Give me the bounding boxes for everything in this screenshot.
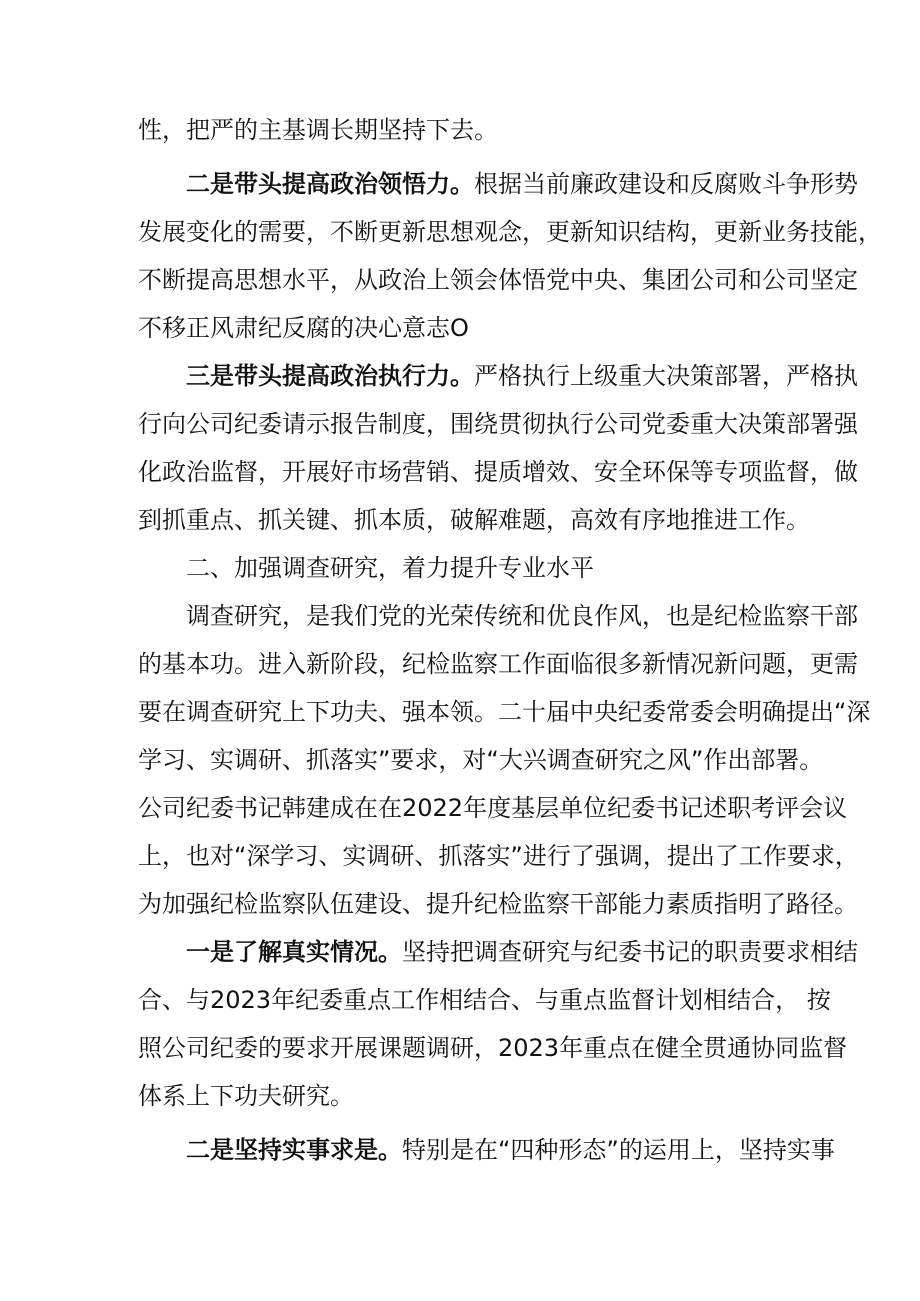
paragraph-text: 严格执行上级重大决策部署，严格执 bbox=[474, 362, 858, 390]
paragraph-first-line bbox=[186, 360, 858, 392]
text-line: 行向公司纪委请示报告制度，围绕贯彻执行公司党委重大决策部署强 bbox=[138, 410, 858, 438]
paragraph-heading: 三是带头提高政治执行力。 bbox=[186, 362, 474, 390]
paragraph-heading: 二是带头提高政治领悟力。 bbox=[186, 170, 474, 198]
text-line: 的基本功。进入新阶段，纪检监察工作面临很多新情况新问题，更需 bbox=[138, 650, 858, 678]
text-line: 学习、实调研、抓落实”要求，对“大兴调查研究之风”作出部署。 bbox=[138, 746, 824, 774]
paragraph-first-line bbox=[186, 1134, 835, 1166]
text-line: 为加强纪检监察队伍建设、提升纪检监察干部能力素质指明了路径。 bbox=[138, 890, 858, 918]
text-line: 公司纪委书记韩建成在在2022年度基层单位纪委书记述职考评会议 bbox=[138, 794, 848, 822]
text-line: 性，把严的主基调长期坚持下去。 bbox=[138, 116, 498, 144]
paragraph-text: 坚持把调查研究与纪委书记的职责要求相结 bbox=[402, 938, 858, 966]
text-line: 要在调查研究上下功夫、强本领。二十届中央纪委常委会明确提出“深 bbox=[138, 698, 871, 726]
paragraph-text: 特别是在“四种形态”的运用上，坚持实事 bbox=[402, 1136, 835, 1164]
text-line: 化政治监督，开展好市场营销、提质增效、安全环保等专项监督，做 bbox=[138, 458, 858, 486]
section-heading: 二、加强调查研究，着力提升专业水平 bbox=[186, 554, 594, 582]
text-line: 合、与2023年纪委重点工作相结合、与重点监督计划相结合， 按 bbox=[138, 986, 831, 1014]
paragraph-heading: 一是了解真实情况。 bbox=[186, 938, 402, 966]
text-line: 不断提高思想水平，从政治上领会体悟党中央、集团公司和公司坚定 bbox=[138, 266, 858, 294]
text-line: 到抓重点、抓关键、抓本质，破解难题，高效有序地推进工作。 bbox=[138, 506, 810, 534]
paragraph-first-line bbox=[186, 936, 858, 968]
paragraph-text: 根据当前廉政建设和反腐败斗争形势 bbox=[474, 170, 858, 198]
text-line: 照公司纪委的要求开展课题调研，2023年重点在健全贯通协同监督 bbox=[138, 1034, 848, 1062]
paragraph-first-line bbox=[186, 168, 858, 200]
paragraph-heading: 二是坚持实事求是。 bbox=[186, 1136, 402, 1164]
paragraph-first-line: 调查研究，是我们党的光荣传统和优良作风，也是纪检监察干部 bbox=[186, 602, 858, 630]
text-line: 发展变化的需要，不断更新思想观念，更新知识结构，更新业务技能， bbox=[138, 218, 882, 246]
text-line: 不移正风肃纪反腐的决心意志O bbox=[138, 314, 469, 342]
text-line: 上，也对“深学习、实调研、抓落实”进行了强调，提出了工作要求， bbox=[138, 842, 859, 870]
text-line: 体系上下功夫研究。 bbox=[138, 1082, 354, 1110]
